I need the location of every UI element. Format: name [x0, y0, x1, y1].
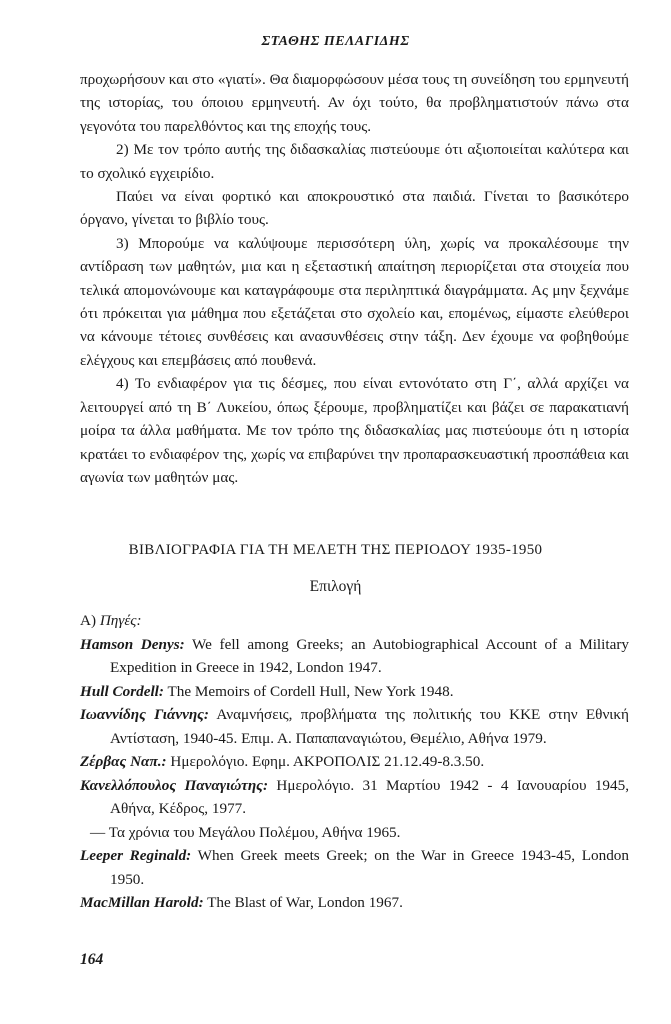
- biblio-entry: [80, 891, 629, 915]
- paragraph-continuation: προχωρήσουν και στο «γιατί». Θα διαμορφώσουν μέσα τους τη συνείδηση του ερμηνευτή της ιστορίας, του όποιου ερμηνευτή. Αν όχι τούτο, θα προβληματιστούν πάνω στα γεγονότα του παρελθόντος και της εποχής τους.: [80, 71, 629, 135]
- biblio-entry: [80, 633, 629, 680]
- paragraph-textbook: Παύει να είναι φορτικό και αποκρουστικό στα παιδιά. Γίνεται το βασικότερο όργανο, γίνεται το βιβλίο τους.: [80, 188, 629, 229]
- section-label: Α): [80, 612, 97, 629]
- biblio-entry: [80, 750, 629, 774]
- section-title: Πηγές:: [99, 612, 142, 629]
- entry-author: Leeper Reginald:: [80, 847, 192, 864]
- biblio-entry: [80, 774, 629, 821]
- paragraph-point-2: 2) Με τον τρόπο αυτής της διδασκαλίας πιστεύουμε ότι αξιοποιείται καλύτερα και το σχολικό εγχειρίδιο.: [80, 141, 629, 182]
- paragraph-point-3: 3) Μπορούμε να καλύψουμε περισσότερη ύλη, χωρίς να προκαλέσουμε την αντίδραση των μαθητών, μια και η εξεταστική απαίτηση περιορίζεται στα στοιχεία που τελικά απομονώνουμε και καταγράφουμε στα περιληπτικά διαγράμματα. Ας μην ξεχνάμε ότι πρόκειται για μάθημα που εξετάζεται στο σχολείο και, επομένως, είμαστε ελεύθεροι να κάνουμε τέτοιες συνθέσεις και ανασυνθέσεις στην τάξη. Δεν έχουμε να φοβηθούμε ελέγχους και επεμβάσεις από πουθενά.: [80, 234, 629, 369]
- biblio-entry: [80, 680, 629, 704]
- entry-author: Ιωαννίδης Γιάννης:: [80, 706, 209, 723]
- page-number: 164: [80, 951, 104, 968]
- biblio-entry: [80, 703, 629, 750]
- biblio-entry: [80, 821, 629, 845]
- body-text: [80, 68, 629, 489]
- section-heading: [80, 609, 629, 633]
- running-head: ΣΤΑΘΗΣ ΠΕΛΑΓΙΔΗΣ: [261, 34, 410, 49]
- entry-author: Κανελλόπουλος Παναγιώτης:: [80, 776, 269, 794]
- entry-text: The Memoirs of Cordell Hull, New York 1948.: [167, 682, 454, 700]
- entry-text: Ημερολόγιο. 31 Μαρτίου 1942 - 4 Ιανουαρίου 1945, Αθήνα, Κέδρος, 1977.: [110, 776, 629, 817]
- biblio-entry: [80, 844, 629, 891]
- entry-text: Αναμνήσεις, προβλήματα της πολιτικής του ΚΚΕ στην Εθνική Αντίσταση, 1940-45. Επιμ. Α. Παπαπαναγιώτου, Θεμέλιο, Αθήνα 1979.: [110, 706, 629, 747]
- entry-text: Ημερολόγιο. Εφημ. ΑΚΡΟΠΟΛΙΣ 21.12.49-8.3.50.: [170, 753, 485, 770]
- entry-text: When Greek meets Greek; on the War in Greece 1943-45, London 1950.: [110, 847, 629, 888]
- entry-author: Ζέρβας Ναπ.:: [80, 753, 167, 770]
- entry-text: We fell among Greeks; an Autobiographical Account of a Military Expedition in Greece in 1942, London 1947.: [110, 635, 629, 676]
- paragraph-point-4: 4) Το ενδιαφέρον για τις δέσμες, που είναι εντονότατο στη Γ΄, αλλά αρχίζει να λειτουργεί από τη Β΄ Λυκείου, όπως ξέρουμε, προβληματίζει και βάζει σε παρακατιανή μοίρα τα άλλα μαθήματα. Με τον τρόπο της διδασκαλίας μας πιστεύουμε ότι η ιστορία κρατάει το ενδιαφέρον της, χωρίς να επιβαρύνει την προπαρασκευαστική προσπάθεια και αγωνία των μαθητών μας.: [80, 375, 629, 486]
- bibliography-subtitle: Επιλογή: [309, 578, 362, 595]
- entry-text: The Blast of War, London 1967.: [207, 894, 403, 911]
- entry-author: MacMillan Harold:: [80, 894, 204, 911]
- entry-author: Hamson Denys:: [80, 635, 185, 653]
- bibliography-list: [80, 609, 629, 915]
- entry-author: Hull Cordell:: [80, 682, 164, 700]
- entry-text: — Τα χρόνια του Μεγάλου Πολέμου, Αθήνα 1965.: [90, 823, 401, 841]
- bibliography-title: ΒΙΒΛΙΟΓΡΑΦΙΑ ΓΙΑ ΤΗ ΜΕΛΕΤΗ ΤΗΣ ΠΕΡΙΟΔΟΥ 1935-1950: [128, 542, 543, 558]
